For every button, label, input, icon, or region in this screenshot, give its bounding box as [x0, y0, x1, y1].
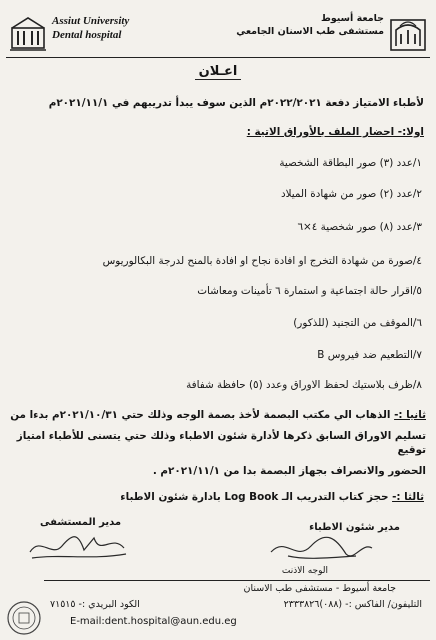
- header-divider: [6, 57, 430, 58]
- signature-title-right: مدير شئون الاطباء: [309, 522, 400, 533]
- hospital-name-ar: مستشفى طب الاسنان الجامعي: [236, 26, 384, 37]
- section2-label: ثانيا :-: [394, 409, 426, 421]
- footer-postal: الكود البريدي :- ٧١٥١٥: [50, 599, 140, 610]
- section2-line1: ثانيا :- الذهاب الي مكتب البصمة لأخذ بصمة الوجه وذلك حتي ٢٠٢١/١٠/٣١م بدءا من: [10, 409, 426, 421]
- section2-line2: تسليم الاوراق السابق ذكرها لأدارة شئون الاطباء وذلك حتي يتسنى للأطباء امتياز توقيع: [16, 430, 426, 456]
- university-logo-icon: [8, 14, 48, 54]
- footer-phone: التليفون/ الفاكس :- (٠٨٨)٢٣٣٣٨٢٦: [283, 599, 422, 610]
- hospital-name-en: Dental hospital: [52, 29, 122, 41]
- footer-email[interactable]: E-mail:dent.hospital@aun.edu.eg: [70, 616, 237, 627]
- document-item: ٢/عدد (٢) صور من شهادة الميلاد: [280, 188, 422, 200]
- signature-right-icon: [266, 532, 376, 564]
- document-item: ٣/عدد (٨) صور شخصية ٤×٦: [297, 221, 422, 233]
- section2-line3: الحضور والانصراف بجهاز البصمة بدا من ٢٠٢١/١١/١م .: [152, 465, 426, 477]
- section3-line: ثالثا :- حجز كتاب التدريب الـ Log Book بادارة شئون الاطباء: [120, 491, 424, 503]
- signature-title-left: مدير المستشفى: [40, 517, 122, 528]
- section1-heading: اولا:- احضار الملف بالأوراق الاتية :: [246, 126, 424, 138]
- intro-line: لأطباء الامتياز دفعة ٢٠٢٢/٢٠٢١م الذين سوف يبدأ تدريبهم في ٢٠٢١/١١/١م: [48, 97, 424, 109]
- section2-block: [6, 408, 426, 478]
- document-item: ٦/الموقف من التجنيد (للذكور): [293, 317, 422, 329]
- footer-divider: [44, 580, 430, 581]
- university-name-en: Assiut University: [52, 15, 130, 27]
- announcement-title: اعـلان: [0, 64, 436, 79]
- header-arabic: [236, 12, 384, 38]
- document-item: ٧/التطعيم ضد فيروس B: [317, 349, 422, 361]
- document-item: ٥/اقرار حالة اجتماعية و استمارة ٦ تأمينات ومعاشات: [197, 285, 422, 297]
- document-item: ١/عدد (٣) صور البطاقة الشخصية: [279, 157, 422, 169]
- hospital-logo-icon: [388, 14, 428, 54]
- header-english: [52, 14, 129, 42]
- seal-stamp-icon: [6, 600, 42, 636]
- section3-label: ثالثا :-: [392, 491, 424, 503]
- footer-address: جامعة أسيوط - مستشفى طب الاسنان: [243, 583, 396, 594]
- document-item: ٤/صورة من شهادة التخرج او افادة نجاح او افادة بالمنح لدرجة البكالوريوس: [102, 255, 422, 267]
- signature-note-right: الوجه الاذنت: [281, 566, 328, 576]
- university-name-ar: جامعة أسيوط: [320, 13, 384, 24]
- logbook-label: Log Book: [224, 491, 279, 503]
- signature-left-icon: [22, 528, 132, 564]
- document-item: ٨/ظرف بلاستيك لحفظ الاوراق وعدد (٥) حافظة شفافة: [186, 379, 422, 391]
